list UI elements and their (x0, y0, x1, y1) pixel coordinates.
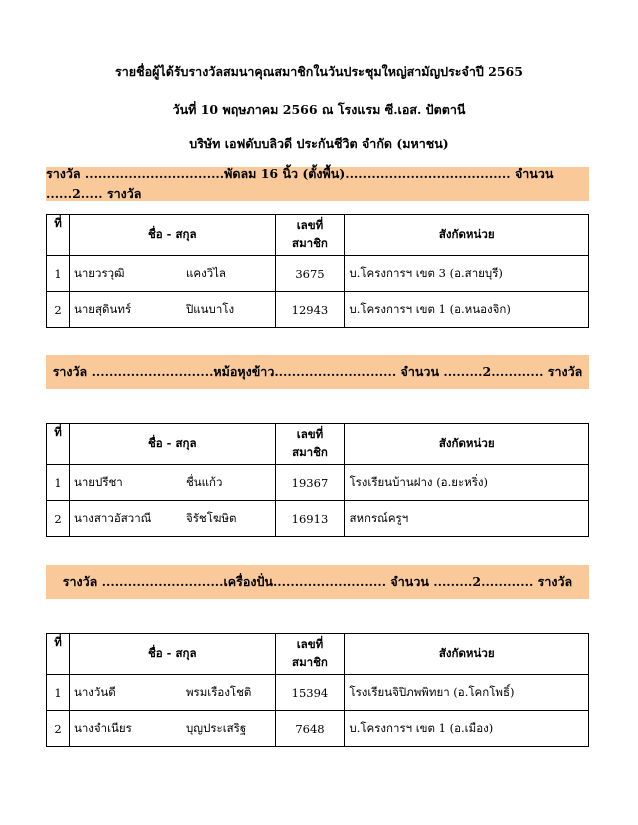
cell-name (69, 465, 275, 501)
col-header-no: ที่ (47, 215, 70, 256)
col-header-member-no: เลขที่สมาชิก (275, 424, 345, 465)
cell-name (69, 292, 275, 328)
col-header-name: ชื่อ - สกุล (69, 215, 275, 256)
cell-no: 1 (47, 256, 70, 292)
table-row (47, 256, 589, 292)
cell-member-no: 7648 (275, 711, 345, 747)
award-banner-rice-cooker (46, 355, 589, 389)
cell-no: 1 (47, 675, 70, 711)
last-name: ปิแนบาโง (185, 301, 235, 316)
first-name: นายปรีชา (73, 474, 123, 489)
cell-name (69, 711, 275, 747)
cell-name (69, 675, 275, 711)
last-name: ชื่นแก้ว (185, 474, 223, 489)
col-header-name: ชื่อ - สกุล (69, 424, 275, 465)
first-name: นางวันดี (73, 684, 116, 699)
table-row (47, 711, 589, 747)
col-header-unit: สังกัดหน่วย (345, 634, 589, 675)
table-header-row (47, 634, 589, 675)
col-header-no: ที่ (47, 634, 70, 675)
award-banner-text: รางวัล ............................หม้อหุงข้าว............................ จำนวน .........2............ รางวัล (52, 364, 583, 379)
col-header-unit: สังกัดหน่วย (345, 424, 589, 465)
table-row (47, 675, 589, 711)
col-header-no: ที่ (47, 424, 70, 465)
table-row (47, 465, 589, 501)
col-header-member-no: เลขที่สมาชิก (275, 215, 345, 256)
document-title: รายชื่อผู้ได้รับรางวัลสมนาคุณสมาชิกในวันประชุมใหญ่สามัญประจำปี 2565 (115, 64, 523, 79)
last-name: แคงวิไล (185, 265, 226, 280)
cell-member-no: 12943 (275, 292, 345, 328)
cell-name (69, 256, 275, 292)
table-header-row (47, 424, 589, 465)
award-banner-text: รางวัล ................................พัดลม 16 นิ้ว (ตั้งพื้น)...................................... จำนวน ......2..... รางวัล (46, 166, 554, 201)
first-name: นางสาวอัสวาณี (73, 510, 152, 525)
event-date-venue: วันที่ 10 พฤษภาคม 2566 ณ โรงแรม ซี.เอส. ปัตตานี (172, 102, 466, 117)
cell-unit: สหกรณ์ครูฯ (345, 501, 589, 537)
cell-no: 2 (47, 711, 70, 747)
col-header-member-no: เลขที่สมาชิก (275, 634, 345, 675)
last-name: จิรัชโฆษิต (185, 510, 237, 525)
first-name: นายวรวุฒิ (73, 265, 125, 280)
last-name: พรมเรืองโชติ (185, 684, 252, 699)
cell-member-no: 19367 (275, 465, 345, 501)
first-name: นายสุดินทร์ (73, 301, 132, 316)
cell-unit: โรงเรียนบ้านฝาง (อ.ยะหริ่ง) (345, 465, 589, 501)
table-row (47, 501, 589, 537)
award-banner-text: รางวัล ............................เครื่องปั่น.......................... จำนวน .........2............ รางวัล (62, 574, 573, 589)
cell-no: 1 (47, 465, 70, 501)
first-name: นางจำเนียร (73, 720, 132, 735)
award-table-fan (46, 214, 589, 328)
cell-member-no: 3675 (275, 256, 345, 292)
cell-unit: บ.โครงการฯ เขต 3 (อ.สายบุรี) (345, 256, 589, 292)
last-name: บุญประเสริฐ (185, 720, 247, 735)
cell-member-no: 16913 (275, 501, 345, 537)
table-header-row (47, 215, 589, 256)
cell-no: 2 (47, 292, 70, 328)
company-name: บริษัท เอฟดับบลิวดี ประกันชีวิต จำกัด (มหาชน) (189, 136, 449, 151)
col-header-name: ชื่อ - สกุล (69, 634, 275, 675)
col-header-unit: สังกัดหน่วย (345, 215, 589, 256)
cell-unit: บ.โครงการฯ เขต 1 (อ.หนองจิก) (345, 292, 589, 328)
cell-unit: โรงเรียนจิปิภพพิทยา (อ.โคกโพธิ์) (345, 675, 589, 711)
award-banner-fan (46, 167, 589, 201)
cell-unit: บ.โครงการฯ เขต 1 (อ.เมือง) (345, 711, 589, 747)
cell-member-no: 15394 (275, 675, 345, 711)
award-table-rice-cooker (46, 423, 589, 537)
award-table-blender (46, 633, 589, 747)
award-banner-blender (46, 565, 589, 599)
table-row (47, 292, 589, 328)
cell-name (69, 501, 275, 537)
cell-no: 2 (47, 501, 70, 537)
